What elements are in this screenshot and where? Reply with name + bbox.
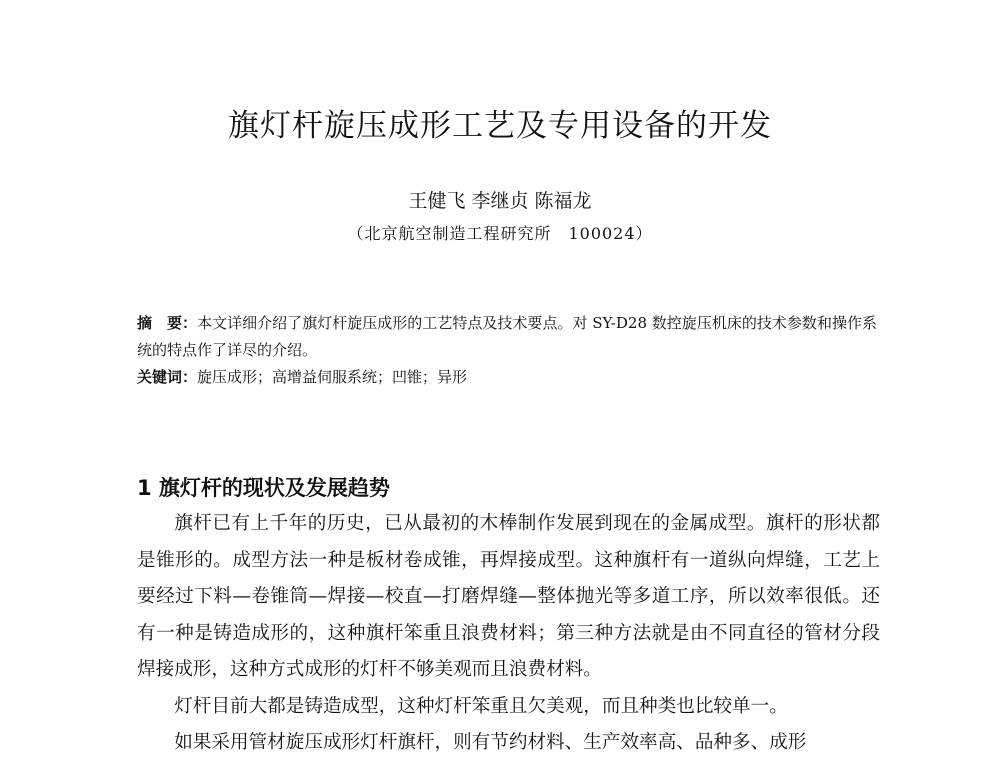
abstract-block — [137, 310, 877, 391]
keywords-paragraph — [137, 364, 877, 391]
abstract-text: 本文详细介绍了旗灯杆旋压成形的工艺特点及技术要点。对 SY-D28 数控旋压机床的技术参数和操作系统的特点作了详尽的介绍。 — [137, 314, 877, 359]
keywords-text: 旋压成形；高增益伺服系统；凹锥；异形 — [197, 368, 468, 386]
body-paragraph: 灯杆目前大都是铸造成型，这种灯杆笨重且欠美观，而且种类也比较单一。 — [174, 695, 788, 717]
body-paragraph: 如果采用管材旋压成形灯杆旗杆，则有节约材料、生产效率高、品种多、成形 — [174, 732, 807, 753]
keywords-label: 关键词： — [137, 368, 198, 386]
paper-title: 旗灯杆旋压成形工艺及专用设备的开发 — [228, 108, 772, 144]
section-heading: 1 旗灯杆的现状及发展趋势 — [137, 476, 390, 500]
abstract-paragraph — [137, 310, 877, 364]
paper-affiliation: （北京航空制造工程研究所 100024） — [347, 224, 653, 243]
paper-authors: 王健飞 李继贞 陈福龙 — [408, 190, 592, 212]
abstract-label: 摘 要： — [137, 314, 198, 332]
body-paragraph: 旗杆已有上千年的历史，已从最初的木棒制作发展到现在的金属成型。旗杆的形状都是锥形的。成型方法一种是板材卷成锥，再焊接成型。这种旗杆有一道纵向焊缝，工艺上要经过下料—卷锥筒—焊接—校直—打磨焊缝—整体抛光等多道工序，所以效率很低。还有一种是铸造成形的，这种旗杆笨重且浪费材料；第三种方法就是由不同直径的管材分段焊接成形，这种方式成形的灯杆不够美观而且浪费材料。 — [137, 513, 880, 680]
section-body — [137, 506, 880, 760]
